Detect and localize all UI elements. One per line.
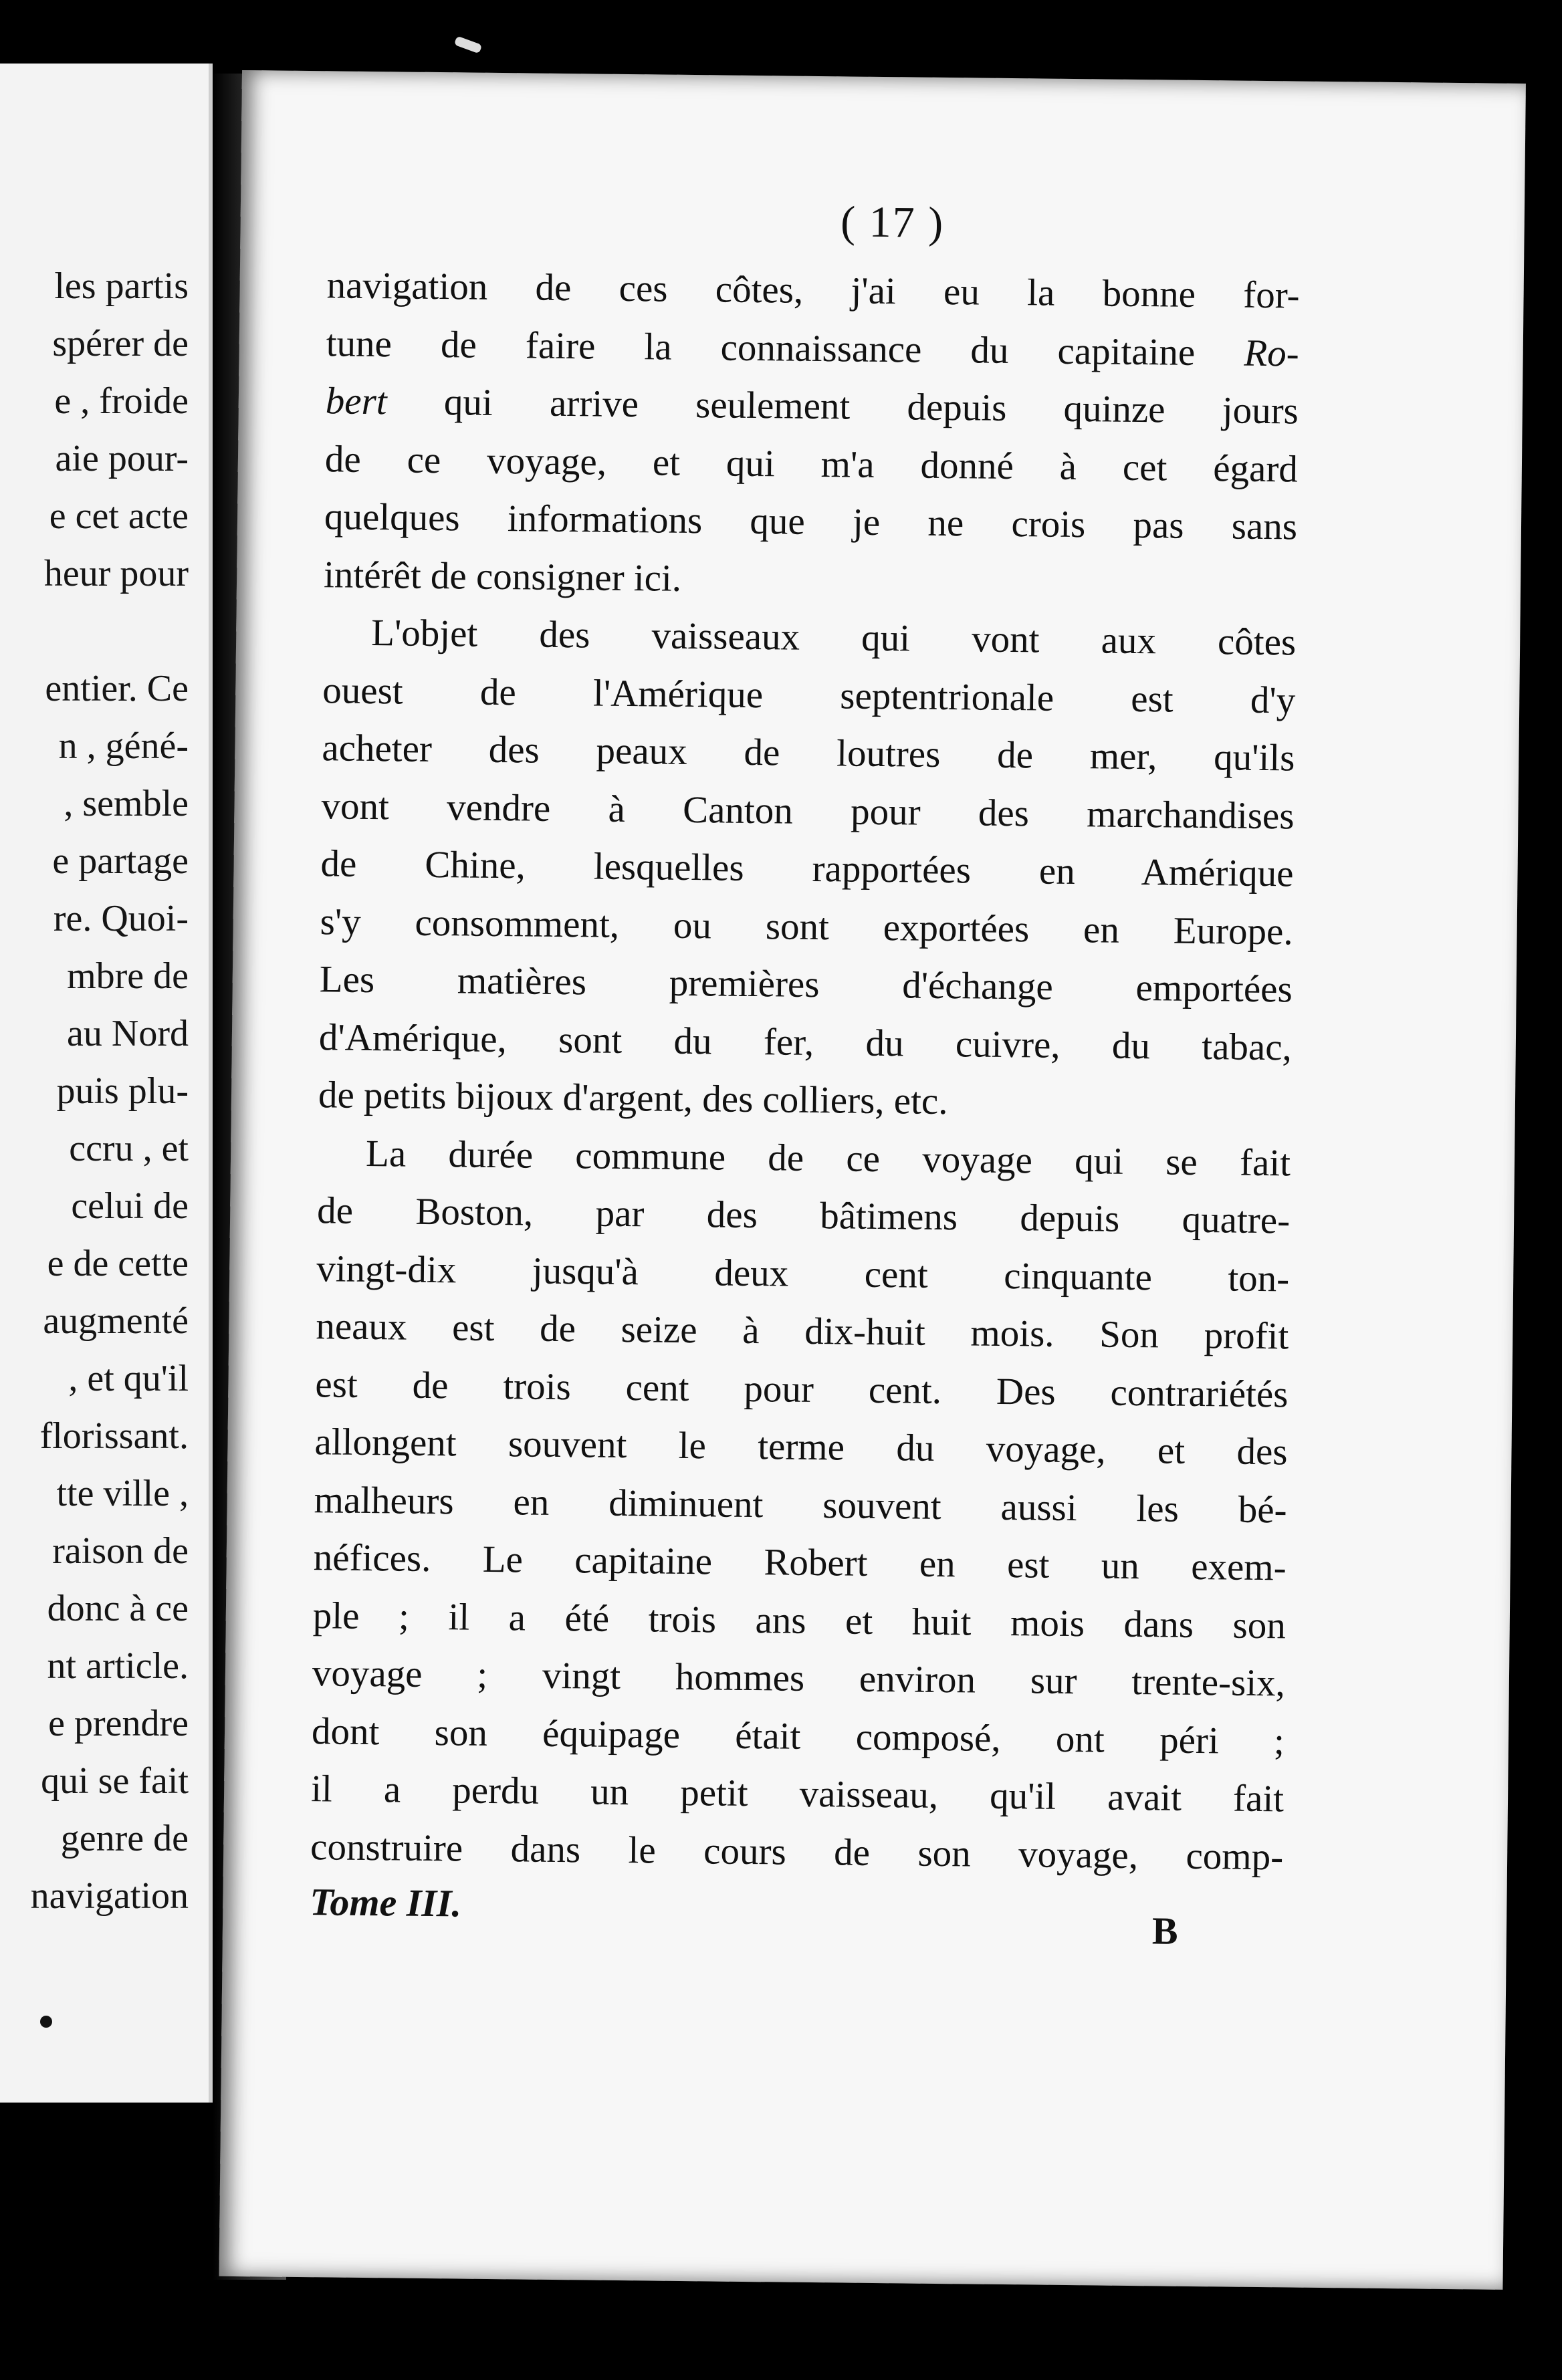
facing-line: mbre de: [67, 955, 189, 997]
text-line: intérêt de consigner ici.: [323, 553, 682, 600]
text-line: Les matières premières d'échange emportées: [319, 958, 1293, 1011]
scan-speck: [454, 36, 482, 54]
proper-name-italic: Ro-: [1244, 332, 1300, 375]
text-line: malheurs en diminuent souvent aussi les bé-: [314, 1478, 1287, 1531]
ink-dot: [40, 2016, 52, 2028]
facing-line: puis plu-: [56, 1070, 189, 1112]
facing-line: , et qu'il: [68, 1358, 189, 1399]
facing-line: raison de: [52, 1530, 189, 1572]
text-line: néfices. Le capitaine Robert en est un exem-: [313, 1536, 1287, 1589]
facing-line: aie pour-: [55, 438, 189, 479]
text-line: vont vendre à Canton pour des marchandises: [321, 784, 1295, 837]
facing-line: au Nord: [67, 1013, 189, 1054]
gathering-mark: B: [1151, 1909, 1179, 1953]
facing-page-text: [31, 257, 189, 1925]
text-line: construire dans le cours de son voyage, comp-: [310, 1825, 1284, 1878]
facing-line: heur pour: [43, 553, 189, 594]
text-line: s'y consomment, ou sont exportées en Europe.: [320, 900, 1293, 953]
text-line: ouest de l'Amérique septentrionale est d'y: [322, 669, 1296, 721]
proper-name-italic: bert: [325, 380, 388, 423]
text-line: est de trois cent pour cent. Des contrariétés: [315, 1362, 1289, 1415]
volume-signature: Tome III.: [310, 1880, 462, 1925]
facing-line: donc à ce: [47, 1588, 189, 1629]
text-line: de ce voyage, et qui m'a donné à cet égard: [324, 437, 1299, 491]
main-page: [219, 70, 1525, 2290]
text-line: neaux est de seize à dix-huit mois. Son profit: [316, 1305, 1289, 1358]
facing-line: genre de: [60, 1818, 189, 1859]
facing-line: qui se fait: [41, 1760, 189, 1802]
facing-line: augmenté: [43, 1300, 189, 1342]
facing-line: les partis: [54, 265, 189, 307]
text-line: La durée commune de ce voyage qui se fait: [365, 1132, 1291, 1184]
text-line: navigation de ces côtes, j'ai eu la bonne for-: [326, 264, 1300, 317]
facing-line: n , géné-: [58, 725, 189, 767]
text-line: voyage ; vingt hommes environ sur trente-six,: [312, 1652, 1286, 1705]
page-number: ( 17 ): [840, 197, 945, 247]
facing-line: nt article.: [47, 1645, 189, 1687]
body-text: [310, 257, 1300, 1886]
facing-line: e prendre: [48, 1703, 189, 1744]
text-line: il a perdu un petit vaisseau, qu'il avait fait: [310, 1768, 1285, 1820]
text-line: vingt-dix jusqu'à deux cent cinquante ton-: [316, 1247, 1290, 1300]
facing-line: e de cette: [47, 1243, 189, 1284]
facing-line: e , froide: [54, 380, 189, 422]
text-line: quelques informations que je ne crois pas sans: [324, 495, 1298, 548]
facing-line: tte ville ,: [56, 1473, 189, 1514]
facing-line: spérer de: [52, 323, 189, 364]
text-line: ple ; il a été trois ans et huit mois dans son: [312, 1594, 1287, 1647]
facing-line: re. Quoi-: [53, 898, 189, 939]
text-line: allongent souvent le terme du voyage, et des: [314, 1421, 1288, 1473]
facing-line: entier. Ce: [45, 668, 189, 709]
text-line: de Chine, lesquelles rapportées en Amérique: [320, 842, 1294, 895]
text-line: dont son équipage était composé, ont péri ;: [311, 1709, 1285, 1762]
facing-line: celui de: [71, 1185, 189, 1227]
text-line: d'Amérique, sont du fer, du cuivre, du tabac,: [318, 1016, 1293, 1068]
facing-line: ccru , et: [69, 1128, 189, 1169]
facing-line: e cet acte: [49, 495, 189, 537]
facing-line: florissant.: [39, 1415, 189, 1457]
text-line: acheter des peaux de loutres de mer, qu'ils: [322, 727, 1295, 780]
facing-page-left: [0, 64, 213, 2103]
text-line: L'objet des vaisseaux qui vont aux côtes: [370, 612, 1297, 664]
text-line: tune de faire la connaissance du capitaine Ro-: [326, 322, 1300, 375]
text-line: de Boston, par des bâtimens depuis quatre-: [316, 1189, 1291, 1242]
text-line: bert qui arrive seulement depuis quinze jours: [325, 380, 1299, 433]
facing-line: navigation: [30, 1875, 189, 1917]
facing-line: , semble: [64, 783, 189, 824]
facing-line: [31, 602, 189, 660]
facing-line: e partage: [52, 840, 189, 882]
text-line: de petits bijoux d'argent, des colliers, etc.: [318, 1074, 948, 1123]
